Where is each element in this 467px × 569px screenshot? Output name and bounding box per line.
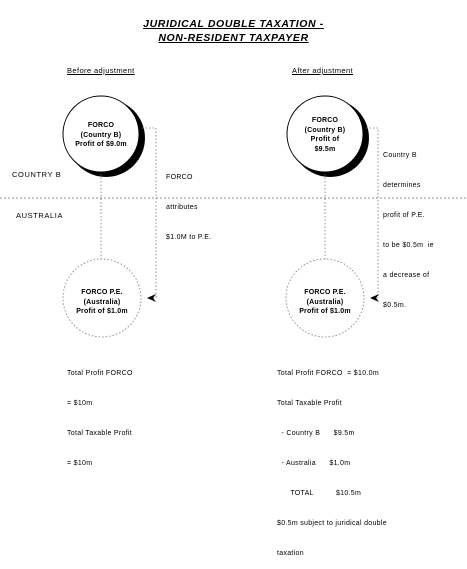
before-forco-profit: Profit of $9.0m bbox=[75, 141, 127, 148]
before-totals-line: Total Profit FORCO bbox=[67, 370, 133, 377]
after-totals-line: - Country B $9.5m bbox=[277, 430, 355, 437]
before-pe-profit: Profit of $1.0m bbox=[76, 308, 128, 315]
after-totals-line: TOTAL $10.5m bbox=[277, 490, 362, 497]
after-pe-node bbox=[285, 288, 365, 317]
after-pe-profit: Profit of $1.0m bbox=[299, 308, 351, 315]
after-totals-line: Total Taxable Profit bbox=[277, 400, 343, 407]
diagram-title-line2: NON-RESIDENT TAXPAYER bbox=[158, 32, 309, 44]
diagram-title-line1: JURIDICAL DOUBLE TAXATION - bbox=[143, 18, 324, 30]
before-forco-node bbox=[66, 121, 136, 150]
after-side-note bbox=[383, 131, 434, 321]
after-side-note-line: determines bbox=[383, 182, 421, 189]
after-pe-country: (Australia) bbox=[306, 298, 344, 306]
before-pe-node bbox=[62, 288, 142, 317]
after-side-note-line: profit of P.E. bbox=[383, 212, 425, 219]
after-side-note-line: Country B bbox=[383, 152, 417, 159]
after-forco-node bbox=[290, 116, 360, 154]
after-determination-arrow bbox=[366, 128, 378, 298]
before-totals-line: = $10m bbox=[67, 400, 93, 407]
country-b-region-label: COUNTRY B bbox=[12, 170, 62, 179]
before-totals-line: Total Taxable Profit bbox=[67, 430, 133, 437]
after-side-note-line: $0.5m. bbox=[383, 302, 407, 309]
before-side-note-line: $1.0M to P.E. bbox=[166, 234, 212, 241]
after-totals-line: taxation bbox=[277, 550, 304, 557]
before-forco-country: (Country B) bbox=[80, 131, 122, 139]
after-pe-name: FORCO P.E. bbox=[304, 289, 346, 296]
before-forco-name: FORCO bbox=[87, 122, 115, 129]
after-forco-name: FORCO bbox=[311, 117, 339, 124]
after-side-note-line: a decrease of bbox=[383, 272, 430, 279]
before-side-note-line: attributes bbox=[166, 204, 198, 211]
before-attribution-arrow bbox=[142, 128, 156, 298]
after-side-note-line: to be $0.5m ie bbox=[383, 242, 434, 249]
after-totals-line: - Australia $1.0m bbox=[277, 460, 351, 467]
before-pe-country: (Australia) bbox=[83, 298, 121, 306]
after-forco-country: (Country B) bbox=[304, 126, 346, 134]
before-side-note bbox=[166, 153, 211, 253]
after-forco-profit-line1: Profit of bbox=[310, 136, 340, 143]
australia-region-label: AUSTRALIA bbox=[16, 211, 64, 220]
after-totals bbox=[277, 349, 387, 569]
before-totals bbox=[67, 349, 133, 479]
before-pe-name: FORCO P.E. bbox=[81, 289, 123, 296]
before-totals-line: = $10m bbox=[67, 460, 93, 467]
after-totals-line: $0.5m subject to juridical double bbox=[277, 520, 387, 527]
after-forco-profit-line2: $9.5m bbox=[314, 145, 336, 153]
before-adjustment-heading: Before adjustment bbox=[67, 66, 135, 75]
after-totals-line: Total Profit FORCO = $10.0m bbox=[277, 370, 379, 377]
before-side-note-line: FORCO bbox=[166, 174, 193, 181]
after-adjustment-heading: After adjustment bbox=[292, 66, 354, 75]
